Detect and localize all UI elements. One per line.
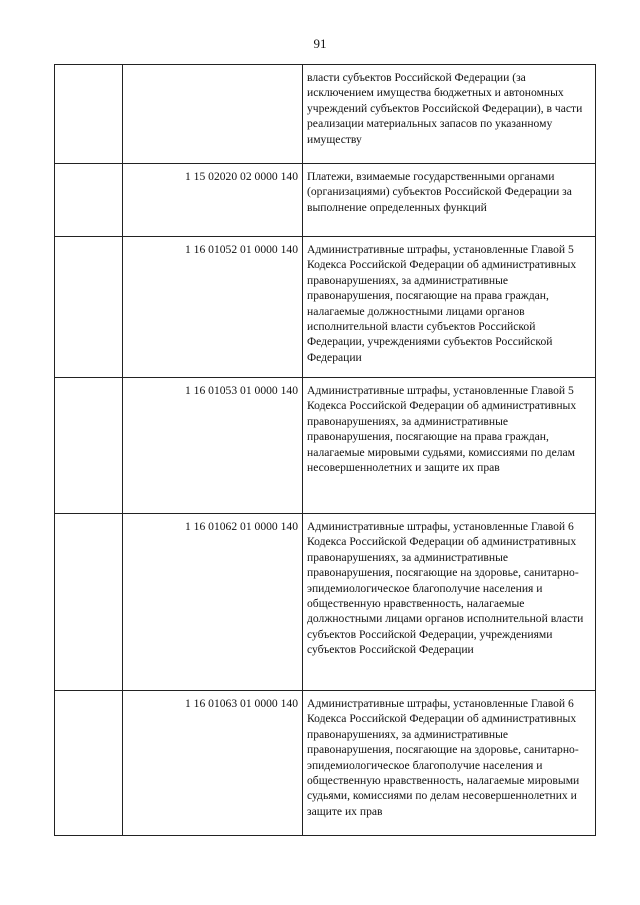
revenue-codes-table — [54, 64, 596, 836]
revenue-code-cell: 1 16 01063 01 0000 140 — [123, 691, 303, 836]
revenue-code-cell: 1 16 01062 01 0000 140 — [123, 514, 303, 691]
table-row — [55, 164, 596, 237]
empty-cell — [55, 378, 123, 514]
description-cell: Административные штрафы, установленные Главой 6 Кодекса Российской Федерации об административных правонарушениях, за административные правонарушения, посягающие на здоровье, санитарно-эпидемиологическое благополучие населения и общественную нравственность, налагаемые мировыми судьями, комиссиями по делам несовершеннолетних и защите их прав — [303, 691, 596, 836]
revenue-code-cell — [123, 65, 303, 164]
empty-cell — [55, 164, 123, 237]
empty-cell — [55, 514, 123, 691]
table-row — [55, 237, 596, 378]
page-number: 91 — [313, 36, 327, 51]
table-row — [55, 65, 596, 164]
empty-cell — [55, 691, 123, 836]
empty-cell — [55, 65, 123, 164]
table-row — [55, 514, 596, 691]
description-cell: Административные штрафы, установленные Главой 5 Кодекса Российской Федерации об административных правонарушениях, за административные правонарушения, посягающие на права граждан, налагаемые мировыми судьями, комиссиями по делам несовершеннолетних и защите их прав — [303, 378, 596, 514]
description-cell: Административные штрафы, установленные Главой 5 Кодекса Российской Федерации об административных правонарушениях, за административные правонарушения, посягающие на права граждан, налагаемые должностными лицами органов исполнительной власти субъектов Российской Федерации, учреждениями субъектов Российской Федерации — [303, 237, 596, 378]
description-cell: власти субъектов Российской Федерации (за исключением имущества бюджетных и автономных учреждений субъектов Российской Федерации), в части реализации материальных запасов по указанному имуществу — [303, 65, 596, 164]
revenue-code-cell: 1 15 02020 02 0000 140 — [123, 164, 303, 237]
description-cell: Административные штрафы, установленные Главой 6 Кодекса Российской Федерации об административных правонарушениях, за административные правонарушения, посягающие на здоровье, санитарно-эпидемиологическое благополучие населения и общественную нравственность, налагаемые должностными лицами органов исполнительной власти субъектов Российской Федерации, учреждениями субъектов Российской Федерации — [303, 514, 596, 691]
revenue-code-cell: 1 16 01052 01 0000 140 — [123, 237, 303, 378]
table-row — [55, 691, 596, 836]
description-cell: Платежи, взимаемые государственными органами (организациями) субъектов Российской Федерации за выполнение определенных функций — [303, 164, 596, 237]
table-row — [55, 378, 596, 514]
empty-cell — [55, 237, 123, 378]
revenue-code-cell: 1 16 01053 01 0000 140 — [123, 378, 303, 514]
